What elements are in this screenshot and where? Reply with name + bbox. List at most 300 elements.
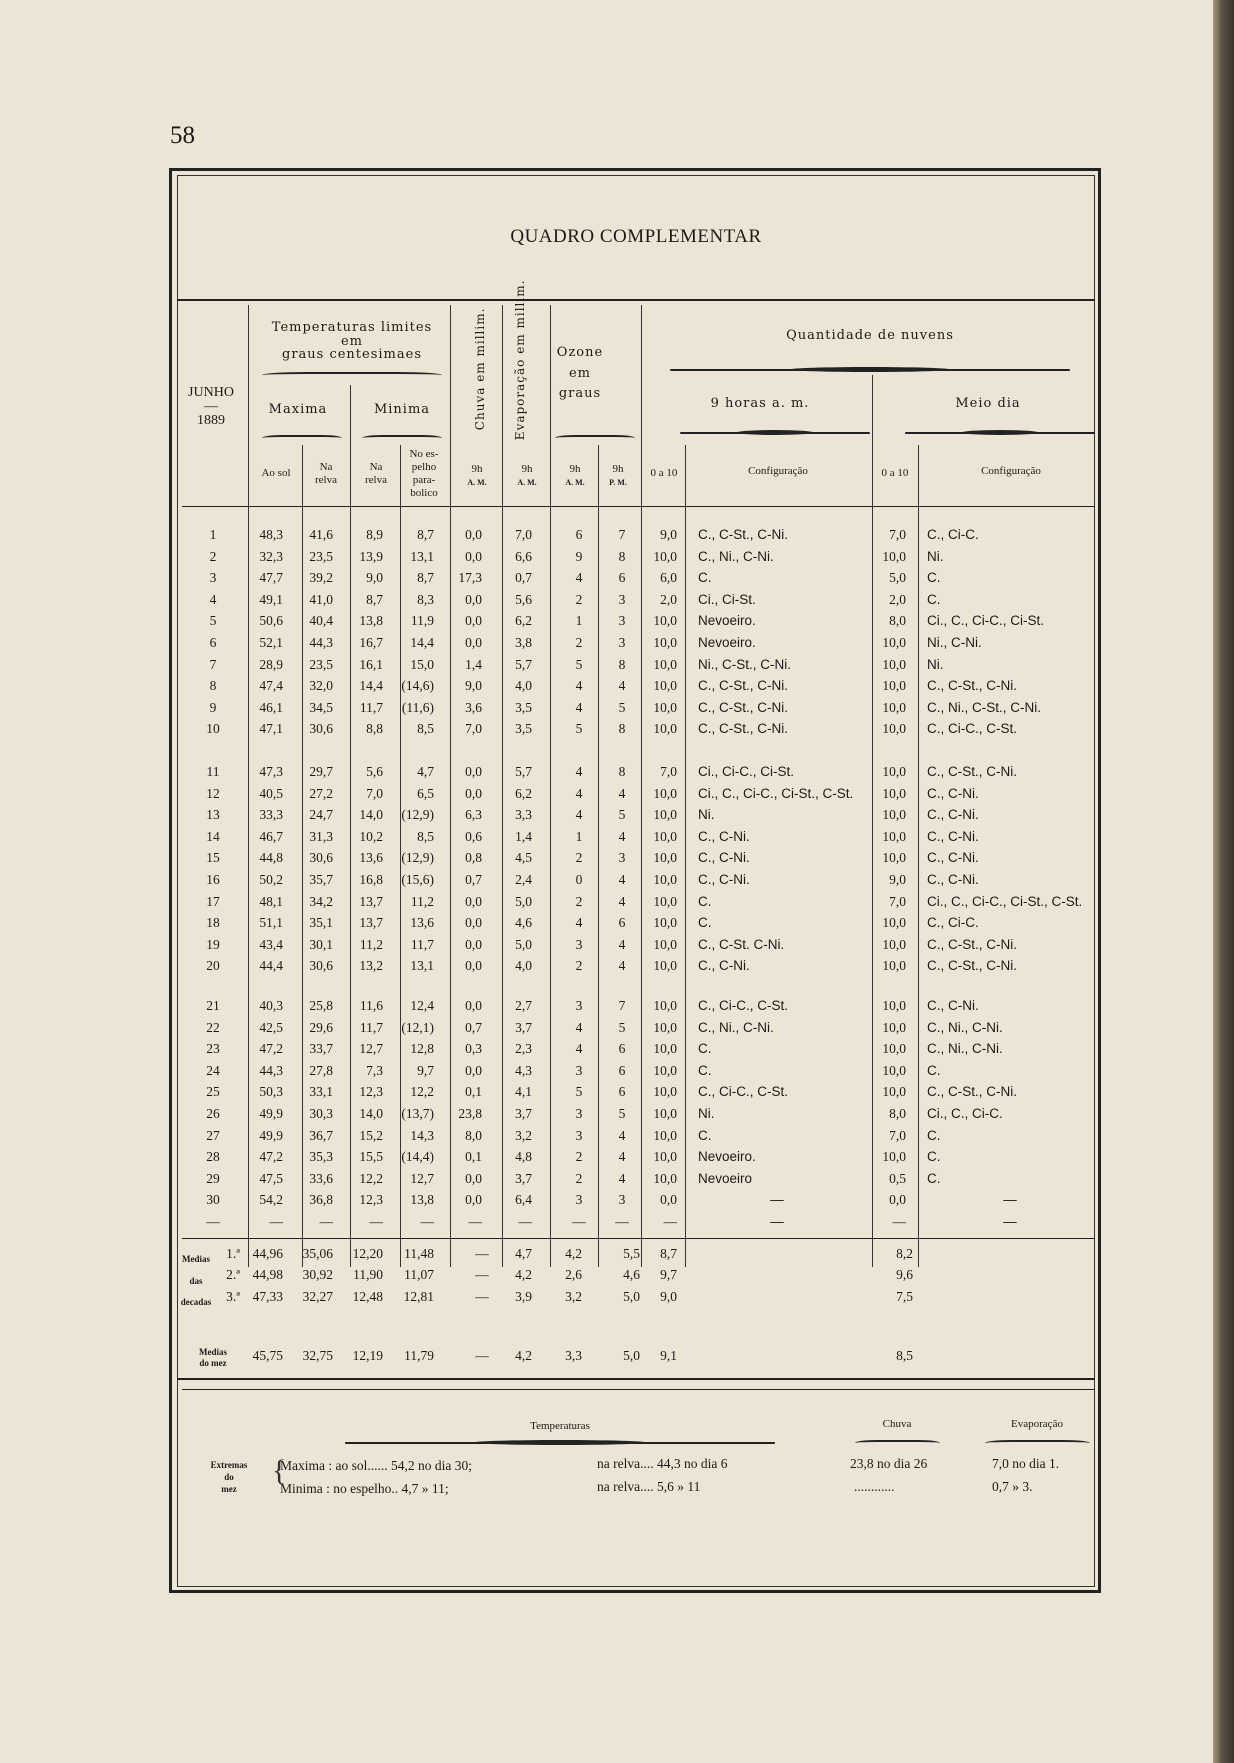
averages-rule	[182, 1238, 1095, 1239]
col-ozone-pm-9h: 9h	[612, 463, 624, 475]
cell-chuva: 3,6	[465, 699, 482, 715]
cell-config-md: C., C-St., C-Ni.	[927, 936, 1017, 952]
cell-espelho: (15,6)	[401, 872, 434, 887]
cell-nuvens-9h: 10,0	[653, 958, 677, 974]
cell-nuvens-md: 10,0	[882, 828, 906, 844]
cell-ao-sol: 47,3	[259, 764, 283, 779]
cell-config-9h: C., C-Ni.	[698, 850, 750, 866]
cell-ozone-pm: 5	[618, 699, 626, 715]
col-ozone-pm: P. M.	[609, 478, 627, 487]
cell-na-relva-max: 40,4	[309, 613, 333, 629]
cell-config-9h: Ni., C-St., C-Ni.	[698, 656, 791, 672]
cell-chuva: 8,0	[465, 1127, 482, 1143]
chuva-header: Chuva em millim.	[472, 307, 487, 431]
cell-chuva: 0,0	[465, 635, 482, 650]
cell-nuvens-9h: 10,0	[653, 548, 677, 564]
temp-group-line2: em	[340, 334, 364, 349]
cell-config-md: Ni., C-Ni.	[927, 635, 982, 650]
cell-chuva: 0,8	[465, 850, 482, 866]
cell-na-relva-min: 13,2	[359, 958, 383, 974]
cell-chuva: 0,0	[465, 893, 482, 909]
col-na-relva-max-1: Na	[319, 461, 333, 473]
cell-na-relva-min: 13,9	[359, 548, 383, 564]
cell-na-relva-min: 8,8	[366, 721, 383, 737]
cell-day: 28	[206, 1149, 220, 1165]
ozone-line2: em	[568, 366, 592, 381]
col-zero-dez-2: 0 a 10	[881, 467, 909, 479]
cell-na-relva-min: 7,3	[366, 1062, 383, 1078]
cell-ozone-pm: 6	[618, 570, 626, 586]
cell-na-relva-min: 15,5	[359, 1149, 383, 1165]
cell-na-relva-min: 11,7	[359, 699, 383, 715]
cell-ozone-pm: 8	[618, 656, 626, 672]
cell-day: 8	[209, 678, 217, 694]
extremas-label-3: mez	[221, 1484, 237, 1494]
cell-chuva: 0,0	[465, 998, 482, 1013]
cell-nuvens-9h: 10,0	[653, 872, 677, 887]
cell-config-md: C., Ni., C-Ni.	[927, 1019, 1003, 1035]
nuvens-header: Quantidade de nuvens	[786, 328, 954, 343]
extremas-evap-max: 7,0 no dia 1.	[992, 1456, 1060, 1471]
cell-config-md: Ci., C., Ci-C., Ci-St.	[927, 613, 1044, 629]
cell-na-relva-min: 16,1	[359, 656, 383, 672]
cell-nuvens-md: 7,0	[889, 893, 906, 909]
cell-ozone-pm: 3	[618, 635, 626, 650]
cell-ao-sol: 47,7	[259, 570, 283, 586]
cell-na-relva-max: 39,2	[309, 570, 333, 586]
cell-evap: 5,7	[515, 656, 532, 672]
medias-label-3: decadas	[180, 1297, 212, 1307]
cell-ozone-pm: 6	[618, 1041, 626, 1057]
decade-avg-na-relva-min: 11,90	[353, 1267, 383, 1283]
cell-config-md: —	[1003, 1214, 1017, 1229]
cell-nuvens-md: 7,0	[889, 527, 906, 542]
cell-evap: 3,5	[515, 699, 532, 715]
year-label: 1889	[197, 413, 225, 428]
cell-espelho: (14,6)	[401, 678, 434, 694]
decade-avg-nuvens-md: 9,6	[896, 1267, 913, 1283]
cell-na-relva-max: 34,5	[309, 699, 333, 715]
col-evap-am: A. M.	[517, 478, 537, 487]
cell-config-md: Ni.	[927, 656, 944, 672]
cell-na-relva-min: 7,0	[366, 785, 383, 801]
cell-ozone-am: 3	[575, 1062, 583, 1078]
cell-nuvens-9h: 10,0	[653, 1041, 677, 1057]
cell-ozone-am: 3	[575, 1127, 583, 1143]
cell-config-md: C., C-St., C-Ni.	[927, 1084, 1017, 1100]
cell-ozone-am: 2	[575, 1149, 583, 1165]
col-ozone-am-9h: 9h	[569, 463, 581, 475]
cell-nuvens-md: 10,0	[882, 764, 906, 779]
cell-espelho: 14,3	[410, 1127, 434, 1143]
cell-day: 6	[209, 635, 217, 650]
cell-ao-sol: 44,8	[259, 850, 283, 866]
cell-day: 2	[209, 548, 217, 564]
cell-ozone-am: 5	[575, 721, 583, 737]
cell-ozone-pm: 4	[618, 936, 626, 952]
cell-day: 18	[206, 915, 220, 931]
decade-avg-evap: 4,7	[515, 1246, 532, 1261]
cell-day: —	[206, 1214, 220, 1229]
cell-na-relva-min: 14,0	[359, 1106, 383, 1121]
cell-nuvens-md: 10,0	[882, 1084, 906, 1100]
medias-label-2: das	[189, 1276, 203, 1286]
cell-nuvens-md: 8,0	[889, 613, 906, 629]
cell-ozone-pm: 4	[618, 1170, 626, 1186]
cell-na-relva-min: 11,7	[359, 1019, 383, 1035]
cell-nuvens-md: 10,0	[882, 1149, 906, 1165]
cell-evap: 3,5	[515, 721, 532, 737]
cell-espelho: 12,8	[410, 1041, 434, 1057]
cell-nuvens-9h: 0,0	[660, 1192, 677, 1208]
cell-chuva: 0,0	[465, 1170, 482, 1186]
cell-ozone-pm: 6	[618, 1084, 626, 1100]
cell-evap: 2,3	[515, 1041, 532, 1057]
cell-nuvens-9h: 10,0	[653, 635, 677, 650]
decade-avg-espelho: 11,48	[404, 1246, 434, 1261]
cell-espelho: 12,4	[410, 998, 434, 1013]
cell-day: 21	[206, 998, 220, 1013]
cell-evap: 4,8	[515, 1149, 532, 1165]
temperaturas-brace	[345, 1440, 775, 1446]
cell-na-relva-min: 15,2	[359, 1127, 383, 1143]
cell-day: 20	[206, 958, 220, 974]
cell-chuva: 0,7	[465, 872, 482, 887]
minima-brace	[362, 435, 442, 441]
cell-evap: 3,8	[515, 635, 532, 650]
cell-day: 5	[209, 613, 217, 629]
maxima-header: Maxima	[268, 402, 328, 417]
col-ao-sol: Ao sol	[261, 467, 291, 479]
cell-chuva: 0,3	[465, 1041, 482, 1057]
cell-config-9h: Nevoeiro.	[698, 635, 756, 650]
extremas-relva-min: na relva.... 5,6 » 11	[597, 1479, 701, 1494]
cell-config-9h: Ci., Ci-C., Ci-St.	[698, 764, 794, 779]
extremas-label-1: Extremas	[210, 1460, 248, 1470]
nove-horas-header: 9 horas a. m.	[710, 396, 810, 411]
cell-na-relva-max: 36,7	[309, 1127, 333, 1143]
cell-ao-sol: 43,4	[259, 936, 283, 952]
cell-ozone-am: 2	[575, 893, 583, 909]
decade-avg-chuva: —	[475, 1267, 489, 1283]
decade-avg-evap: 3,9	[515, 1288, 532, 1304]
cell-config-9h: C., C-St. C-Ni.	[698, 936, 785, 952]
month-avg-ozone-am: 3,3	[565, 1348, 582, 1363]
cell-chuva: 0,1	[465, 1149, 482, 1165]
decade-avg-na-relva-max: 35,06	[302, 1246, 333, 1261]
cell-ozone-am: 4	[575, 915, 583, 931]
cell-chuva: 0,0	[465, 591, 482, 607]
cell-ozone-pm: 8	[618, 548, 626, 564]
cell-config-9h: C.	[698, 1127, 712, 1143]
cell-ozone-am: 9	[575, 548, 583, 564]
cell-chuva: 1,4	[465, 656, 482, 672]
extremas-label-2: do	[224, 1472, 234, 1482]
cell-na-relva-min: 16,7	[359, 635, 383, 650]
cell-config-md: C., Ni., C-St., C-Ni.	[927, 699, 1041, 715]
cell-nuvens-9h: 10,0	[653, 656, 677, 672]
col-na-relva-min-1: Na	[369, 461, 383, 473]
cell-nuvens-9h: 10,0	[653, 893, 677, 909]
cell-ozone-am: 3	[575, 936, 583, 952]
cell-espelho: 11,9	[410, 613, 434, 629]
cell-evap: 6,6	[515, 548, 532, 564]
page-edge	[1213, 0, 1234, 1763]
cell-ao-sol: 48,3	[259, 527, 283, 542]
cell-ozone-am: 2	[575, 591, 583, 607]
cell-evap: 2,7	[515, 998, 532, 1013]
vline-6	[550, 305, 551, 1267]
cell-config-9h: C., C-Ni.	[698, 872, 750, 887]
cell-chuva: 0,0	[465, 613, 482, 629]
cell-ao-sol: —	[269, 1214, 283, 1229]
cell-day: 30	[206, 1192, 220, 1208]
col-zero-dez-1: 0 a 10	[650, 467, 678, 479]
cell-ozone-pm: 4	[618, 872, 626, 887]
cell-na-relva-max: 30,6	[309, 958, 333, 974]
cell-config-9h: Ci., Ci-St.	[698, 591, 756, 607]
cell-nuvens-9h: 9,0	[660, 527, 677, 542]
cell-na-relva-max: 32,0	[309, 678, 333, 694]
cell-nuvens-9h: 10,0	[653, 1170, 677, 1186]
col-config-2: Configuração	[981, 465, 1041, 477]
cell-day: 23	[206, 1041, 220, 1057]
cell-chuva: 0,6	[465, 828, 482, 844]
cell-ozone-am: 2	[575, 958, 583, 974]
vline-11	[918, 445, 919, 1267]
cell-espelho: 9,7	[417, 1062, 434, 1078]
cell-nuvens-md: 10,0	[882, 1041, 906, 1057]
cell-na-relva-max: 33,7	[309, 1041, 333, 1057]
month-avg-nuvens-9h: 9,1	[660, 1348, 677, 1363]
cell-ao-sol: 28,9	[259, 656, 283, 672]
cell-nuvens-9h: 10,0	[653, 721, 677, 737]
cell-day: 13	[206, 807, 220, 823]
cell-na-relva-min: 10,2	[359, 828, 383, 844]
cell-na-relva-max: 35,1	[309, 915, 333, 931]
cell-day: 1	[209, 527, 217, 542]
cell-config-9h: —	[770, 1214, 784, 1229]
cell-config-9h: C., C-St., C-Ni.	[698, 527, 788, 542]
cell-na-relva-max: 31,3	[309, 828, 333, 844]
cell-ozone-pm: 3	[618, 613, 626, 629]
cell-espelho: 8,5	[417, 721, 434, 737]
cell-na-relva-max: 30,3	[309, 1106, 333, 1121]
decade-avg-ao-sol: 44,98	[252, 1267, 283, 1283]
cell-nuvens-9h: 10,0	[653, 1127, 677, 1143]
cell-nuvens-md: 10,0	[882, 936, 906, 952]
cell-ao-sol: 44,4	[259, 958, 283, 974]
cell-config-md: C.	[927, 1062, 941, 1078]
decade-avg-na-relva-min: 12,20	[352, 1246, 383, 1261]
cell-na-relva-min: 13,8	[359, 613, 383, 629]
cell-ozone-am: 2	[575, 1170, 583, 1186]
decade-avg-nuvens-md: 7,5	[896, 1288, 913, 1304]
cell-ozone-pm: 6	[618, 1062, 626, 1078]
cell-evap: 2,4	[515, 872, 532, 887]
cell-config-9h: C.	[698, 570, 712, 586]
cell-ozone-am: 4	[575, 764, 583, 779]
cell-config-md: C., Ci-C., C-St.	[927, 721, 1017, 737]
cell-ao-sol: 42,5	[259, 1019, 283, 1035]
cell-chuva: 0,0	[465, 936, 482, 952]
cell-na-relva-min: 13,6	[359, 850, 383, 866]
cell-day: 11	[206, 764, 220, 779]
cell-nuvens-9h: 10,0	[653, 699, 677, 715]
cell-config-9h: C.	[698, 1062, 712, 1078]
cell-ozone-pm: 4	[618, 785, 626, 801]
cell-day: 10	[206, 721, 220, 737]
cell-config-9h: C., Ci-C., C-St.	[698, 1084, 788, 1100]
cell-config-md: C.	[927, 1170, 941, 1186]
cell-ozone-am: 4	[575, 1019, 583, 1035]
cell-nuvens-md: 10,0	[882, 850, 906, 866]
cell-evap: 3,7	[515, 1170, 532, 1186]
cell-espelho: 8,3	[417, 591, 434, 607]
cell-ao-sol: 40,5	[259, 785, 283, 801]
cell-na-relva-max: 44,3	[309, 635, 333, 650]
cell-ao-sol: 54,2	[259, 1192, 283, 1208]
cell-ozone-pm: 5	[618, 1019, 626, 1035]
cell-evap: 3,7	[515, 1106, 532, 1121]
cell-ozone-pm: 3	[618, 850, 626, 866]
vline-9	[685, 445, 686, 1267]
cell-config-9h: C., Ci-C., C-St.	[698, 998, 788, 1013]
cell-day: 15	[206, 850, 220, 866]
cell-ozone-pm: 4	[618, 678, 626, 694]
month-dash: —	[204, 399, 218, 414]
cell-ozone-am: 3	[575, 1192, 583, 1208]
cell-nuvens-md: 10,0	[882, 807, 906, 823]
cell-nuvens-md: 0,5	[889, 1170, 906, 1186]
cell-na-relva-max: 30,1	[309, 936, 333, 952]
nove-horas-brace	[680, 430, 870, 436]
decade-avg-ao-sol: 44,96	[252, 1246, 283, 1261]
cell-espelho: (14,4)	[401, 1149, 434, 1165]
cell-espelho: 12,7	[410, 1170, 434, 1186]
cell-nuvens-md: 8,0	[889, 1106, 906, 1121]
month-avg-espelho: 11,79	[404, 1348, 434, 1363]
cell-ao-sol: 33,3	[259, 807, 283, 823]
cell-na-relva-max: 27,2	[309, 785, 333, 801]
cell-espelho: 11,2	[410, 893, 434, 909]
cell-evap: 5,0	[515, 893, 532, 909]
medias-label-1: Medias	[182, 1254, 210, 1264]
cell-ozone-pm: 5	[618, 807, 626, 823]
cell-config-md: C., Ci-C.	[927, 915, 979, 931]
extremas-brace-glyph: {	[272, 1454, 287, 1487]
cell-evap: 0,7	[515, 570, 532, 586]
cell-config-md: Ci., C., Ci-C., Ci-St., C-St.	[927, 893, 1083, 909]
col-evap-9h: 9h	[521, 463, 533, 475]
cell-ozone-am: —	[572, 1214, 586, 1229]
extremas-evap-min: 0,7 » 3.	[992, 1479, 1033, 1494]
decade-avg-na-relva-max: 32,27	[302, 1288, 333, 1304]
maxima-brace	[262, 435, 342, 441]
cell-config-9h: C.	[698, 1041, 712, 1057]
cell-ozone-pm: 6	[618, 915, 626, 931]
cell-chuva: 7,0	[465, 721, 482, 737]
cell-config-md: C.	[927, 1149, 941, 1165]
cell-ozone-pm: —	[615, 1214, 629, 1229]
cell-config-9h: Nevoeiro.	[698, 613, 756, 629]
cell-chuva: 0,1	[465, 1084, 482, 1100]
cell-espelho: 13,8	[410, 1192, 434, 1208]
cell-ozone-am: 0	[575, 872, 583, 887]
cell-day: 7	[209, 656, 217, 672]
cell-chuva: 0,0	[465, 1192, 482, 1208]
cell-ozone-pm: 4	[618, 893, 626, 909]
col-chuva-9h: 9h	[471, 463, 483, 475]
cell-ao-sol: 46,7	[259, 828, 283, 844]
title-rule	[177, 299, 1095, 301]
cell-na-relva-max: 34,2	[309, 893, 333, 909]
col-config-1: Configuração	[748, 465, 808, 477]
cell-config-9h: C., C-St., C-Ni.	[698, 721, 788, 737]
extremas-top-rule	[177, 1378, 1095, 1380]
cell-day: 29	[206, 1170, 220, 1186]
cell-config-md: C., C-St., C-Ni.	[927, 764, 1017, 779]
cell-config-md: Ni.	[927, 548, 944, 564]
extremas-chuva-min: ............	[854, 1479, 895, 1494]
decade-avg-nuvens-9h: 9,0	[660, 1288, 677, 1304]
decade-avg-nuvens-md: 8,2	[896, 1246, 913, 1261]
cell-config-9h: C.	[698, 915, 712, 931]
cell-na-relva-min: 12,7	[359, 1041, 383, 1057]
cell-config-md: —	[1003, 1192, 1017, 1208]
cell-chuva: 6,3	[465, 807, 482, 823]
cell-chuva: 0,0	[465, 915, 482, 931]
cell-chuva: 23,8	[458, 1106, 482, 1121]
cell-evap: —	[518, 1214, 532, 1229]
col-chuva-am: A. M.	[467, 478, 487, 487]
cell-evap: 3,3	[515, 807, 532, 823]
month-label: JUNHO	[188, 385, 234, 400]
decade-avg-ozone-pm: 5,5	[623, 1246, 640, 1261]
cell-espelho: 13,1	[410, 548, 434, 564]
cell-na-relva-max: 30,6	[309, 721, 333, 737]
cell-ozone-pm: 4	[618, 1149, 626, 1165]
cell-chuva: —	[468, 1214, 482, 1229]
cell-espelho: 8,7	[417, 570, 434, 586]
cell-ao-sol: 40,3	[259, 998, 283, 1013]
cell-espelho: (12,1)	[401, 1019, 434, 1035]
cell-na-relva-min: 9,0	[366, 570, 383, 586]
cell-nuvens-md: 2,0	[889, 591, 906, 607]
cell-nuvens-md: 5,0	[889, 570, 906, 586]
cell-na-relva-max: 29,6	[309, 1019, 333, 1035]
decade-avg-ozone-am: 3,2	[565, 1288, 582, 1304]
cell-espelho: 15,0	[410, 656, 434, 672]
cell-config-9h: C., C-Ni.	[698, 828, 750, 844]
cell-espelho: 4,7	[417, 764, 434, 779]
cell-nuvens-9h: 10,0	[653, 1062, 677, 1078]
cell-evap: 7,0	[515, 527, 532, 542]
meio-dia-brace	[905, 430, 1095, 436]
cell-ao-sol: 50,2	[259, 872, 283, 887]
cell-evap: 5,6	[515, 591, 532, 607]
evap-header: Evaporação em millim.	[512, 279, 527, 441]
medias-mez-label-2: do mez	[199, 1358, 227, 1368]
extremas-chuva-max: 23,8 no dia 26	[850, 1456, 928, 1471]
cell-config-9h: Ni.	[698, 1106, 715, 1121]
cell-na-relva-max: 36,8	[309, 1192, 333, 1208]
cell-chuva: 0,0	[465, 785, 482, 801]
decade-avg-ozone-pm: 4,6	[623, 1267, 640, 1283]
decade-avg-chuva: —	[475, 1288, 489, 1304]
cell-day: 17	[206, 893, 220, 909]
cell-ozone-pm: 8	[618, 721, 626, 737]
